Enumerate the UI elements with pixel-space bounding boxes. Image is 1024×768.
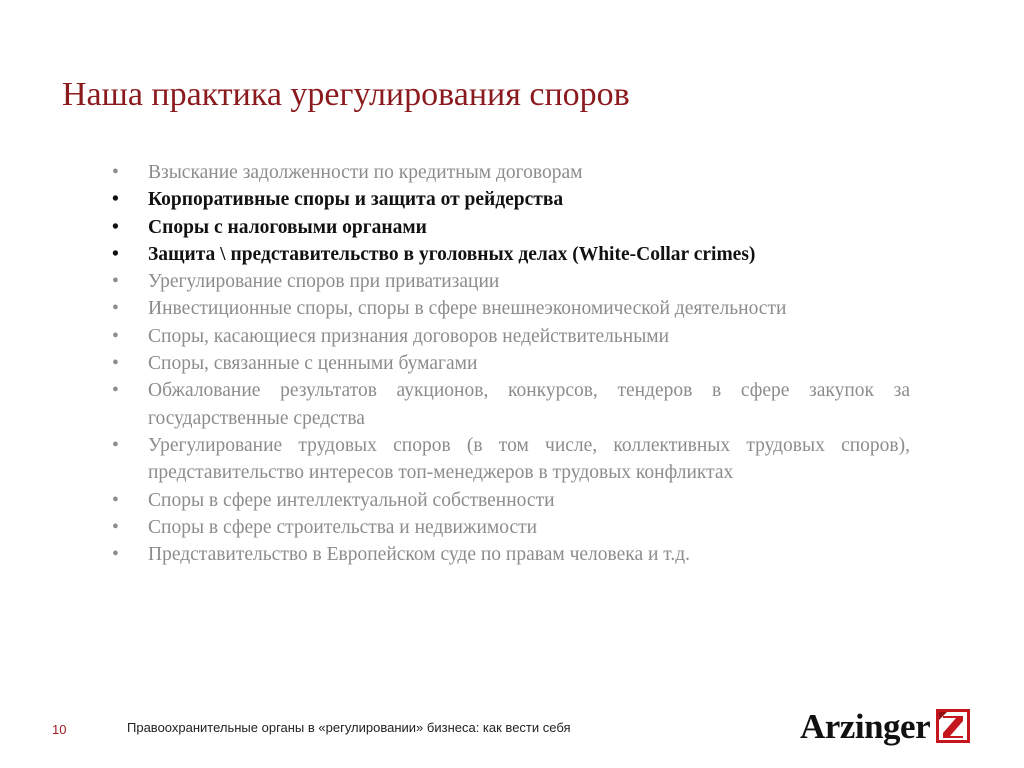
bullet-icon: • <box>112 216 119 238</box>
list-item <box>112 487 910 514</box>
list-item <box>112 377 910 432</box>
page-number: 10 <box>52 722 67 737</box>
bullet-icon: • <box>112 516 119 538</box>
list-item-text: Споры, связанные с ценными бумагами <box>148 353 478 375</box>
list-item <box>112 268 910 295</box>
list-item-text: Споры, касающиеся признания договоров недействительными <box>148 325 670 347</box>
practice-list <box>112 159 910 568</box>
list-item-text: Споры в сфере интеллектуальной собственности <box>148 489 555 511</box>
list-item <box>112 432 910 487</box>
list-item-text: Взыскание задолженности по кредитным договорам <box>148 162 583 183</box>
list-item <box>112 514 910 541</box>
list-item <box>112 214 910 241</box>
list-item-text: Урегулирование трудовых споров (в том числе, коллективных трудовых споров), представительство интересов топ-менеджеров в трудовых конфликтах <box>148 434 910 484</box>
bullet-icon: • <box>112 298 119 320</box>
logo-wordmark: Arzinger <box>800 706 931 746</box>
list-item-text: Защита \ представительство в уголовных делах (White-Collar crimes) <box>148 243 756 265</box>
bullet-icon: • <box>112 544 119 566</box>
list-item-text: Урегулирование споров при приватизации <box>148 271 500 293</box>
list-item <box>112 323 910 350</box>
bullet-icon: • <box>112 271 119 293</box>
list-item <box>112 350 910 377</box>
list-item-text: Корпоративные споры и защита от рейдерства <box>148 189 564 211</box>
list-item <box>112 186 910 213</box>
bullet-icon: • <box>112 189 119 211</box>
bullet-icon: • <box>112 380 119 402</box>
list-item <box>112 241 910 268</box>
list-item-text: Обжалование результатов аукционов, конкурсов, тендеров в сфере закупок за государственные средства <box>148 380 910 429</box>
list-item <box>112 295 910 322</box>
list-item-text: Представительство в Европейском суде по правам человека и т.д. <box>148 544 691 566</box>
list-item-text: Споры в сфере строительства и недвижимости <box>148 516 538 538</box>
list-item <box>112 159 910 186</box>
list-item <box>112 541 910 568</box>
list-item-text: Инвестиционные споры, споры в сфере внешнеэкономической деятельности <box>148 298 787 320</box>
bullet-icon: • <box>112 325 119 347</box>
bullet-icon: • <box>112 162 119 183</box>
bullet-icon: • <box>112 489 119 511</box>
bullet-icon: • <box>112 434 119 456</box>
slide-title: Наша практика урегулирования споров <box>62 76 630 113</box>
company-logo <box>800 704 971 748</box>
list-item-text: Споры с налоговыми органами <box>148 216 427 238</box>
bullet-icon: • <box>112 243 119 265</box>
bullet-icon: • <box>112 353 119 375</box>
arzinger-logo-mark-icon <box>935 708 971 744</box>
footer-caption: Правоохранительные органы в «регулировании» бизнеса: как вести себя <box>127 720 571 735</box>
